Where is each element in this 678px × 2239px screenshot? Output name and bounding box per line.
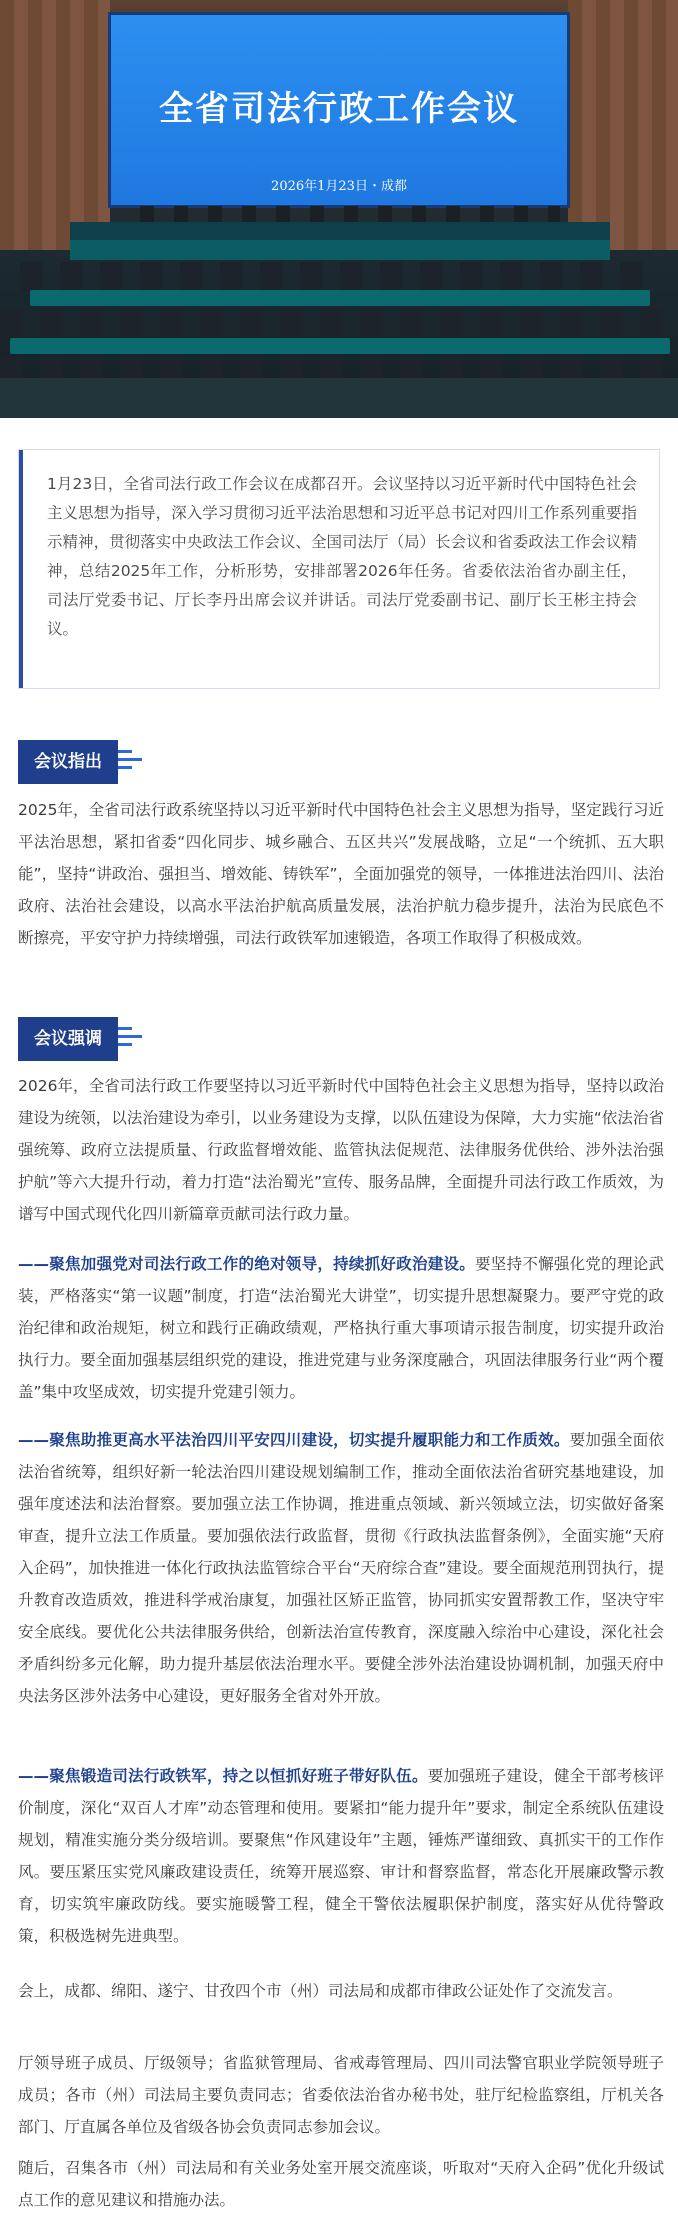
conference-photo [0, 0, 678, 418]
section2-paragraph: 2026年，全省司法行政工作要坚持以习近平新时代中国特色社会主义思想为指导，坚持以政治建设为统领，以法治建设为牵引，以业务建设为支撑，以队伍建设为保障，大力实施“依法治省强统筹、政府立法提质量、行政监督增效能、监管执法促规范、法律服务优供给、涉外法治强护航”等六大提升行动，着力打造“法治蜀光”宣传、服务品牌，全面提升司法行政工作质效，为谱写中国式现代化四川新篇章贡献司法行政力量。 [18, 1077, 664, 1223]
banner-title: 全省司法行政工作会议 [159, 89, 519, 129]
focus-item-2-text: 要加强全面依法治省统筹，组织好新一轮法治四川建设规划编制工作，推动全面依法治省研究基地建设，加强年度述法和法治督察。要加强立法工作协调，推进重点领域、新兴领域立法，切实做好备案审查，提升立法工作质量。要加强依法行政监督，贯彻《行政执法监督条例》，全面实施“天府入企码”，加快推进一体化行政执法监管综合平台“天府综合查”建设。要全面规范刑罚执行，提升教育改造质效，推进科学戒治康复，加强社区矫正监管，协同抓实安置帮教工作，坚决守牢安全底线。要优化公共法律服务供给，创新法治宣传教育，深度融入综治中心建设，深化社会矛盾纠纷多元化解，助力提升基层依法治理水平。要健全涉外法治建设协调机制，加强天府中央法务区涉外法务中心建设，更好服务全省对外开放。 [18, 1431, 664, 1705]
focus-item-2-lead: ——聚焦助推更高水平法治四川平安四川建设，切实提升履职能力和工作质效。 [18, 1431, 570, 1449]
audience-row [20, 262, 660, 292]
desk-row [30, 290, 650, 306]
intro-text: 1月23日，全省司法行政工作会议在成都召开。会议坚持以习近平新时代中国特色社会主义思想为指导，深入学习贯彻习近平法治思想和习近平总书记对四川工作系列重要指示精神，贯彻落实中央政法工作会议、全国司法厅（局）长会议和省委政法工作会议精神，总结2025年工作，分析形势，安排部署2026年任务。省委依法治省办副主任，司法厅党委书记、厅长李丹出席会议并讲话。司法厅党委副书记、副厅长王彬主持会议。 [47, 475, 637, 638]
closing-paragraph-1: 会上，成都、绵阳、遂宁、甘孜四个市（州）司法局和成都市律政公证处作了交流发言。 [18, 1982, 623, 2000]
section-title: 会议强调 [18, 1017, 118, 1061]
menu-lines-icon [118, 1027, 142, 1051]
focus-item-1-text: 要坚持不懈强化党的理论武装，严格落实“第一议题”制度，打造“法治蜀光大讲堂”，切实提升思想凝聚力。要严守党的政治纪律和政治规矩，树立和践行正确政绩观，严格执行重大事项请示报告制度，切实提升政治执行力。要全面加强基层组织党的建设，推进党建与业务深度融合，巩固法律服务行业“两个覆盖”集中攻坚成效，切实提升党建引领力。 [18, 1255, 664, 1401]
closing-paragraph-2: 厅领导班子成员、厅级领导；省监狱管理局、省戒毒管理局、四川司法警官职业学院领导班子成员；各市（州）司法局主要负责同志；省委依法治省办秘书处，驻厅纪检监察组，厅机关各部门、厅直属各单位及省级各协会负责同志参加会议。 [18, 2054, 664, 2136]
floor [0, 378, 678, 418]
wall-panel-left [0, 0, 110, 250]
menu-lines-icon [118, 750, 142, 774]
desk-row [10, 338, 670, 354]
closing-paragraph-3: 随后，召集各市（州）司法局和有关业务处室开展交流座谈，听取对“天府入企码”优化升级试点工作的意见建议和措施办法。 [18, 2159, 664, 2209]
focus-item-3 [18, 1760, 664, 1952]
section1-paragraph: 2025年，全省司法行政系统坚持以习近平新时代中国特色社会主义思想为指导，坚定践行习近平法治思想，紧扣省委“四化同步、城乡融合、五区共兴”发展战略，立足“一个统抓、五大职能”，坚持“讲政治、强担当、增效能、铸铁军”，全面加强党的领导，一体推进法治四川、法治政府、法治社会建设，以高水平法治护航高质量发展，法治护航力稳步提升，法治为民底色不断擦亮，平安守护力持续增强，司法行政铁军加速锻造，各项工作取得了积极成效。 [18, 801, 664, 947]
banner-date: 2026年1月23日・成都 [271, 179, 407, 194]
wall-panel-right [568, 0, 678, 250]
stage-screen [108, 12, 570, 208]
section-title: 会议指出 [18, 740, 118, 784]
intro-box [18, 449, 660, 689]
presidium-cloth [70, 240, 610, 260]
focus-item-3-lead: ——聚焦锻造司法行政铁军，持之以恒抓好班子带好队伍。 [18, 1767, 428, 1785]
focus-item-2 [18, 1424, 664, 1712]
focus-item-1-lead: ——聚焦加强党对司法行政工作的绝对领导，持续抓好政治建设。 [18, 1255, 476, 1273]
audience-row [0, 308, 678, 338]
focus-item-3-text: 要加强班子建设，健全干部考核评价制度，深化“双百人才库”动态管理和使用。要紧扣“能力提升年”要求，制定全系统队伍建设规划，精准实施分类分级培训。要聚焦“作风建设年”主题，锤炼严谨细致、真抓实干的工作作风。要压紧压实党风廉政建设责任，统筹开展巡察、审计和督察监督，常态化开展廉政警示教育，切实筑牢廉政防线。要实施暖警工程，健全干警依法履职保护制度，落实好从优待警政策，积极选树先进典型。 [18, 1767, 664, 1945]
focus-item-1 [18, 1248, 664, 1408]
intro-accent-bar [19, 450, 23, 688]
